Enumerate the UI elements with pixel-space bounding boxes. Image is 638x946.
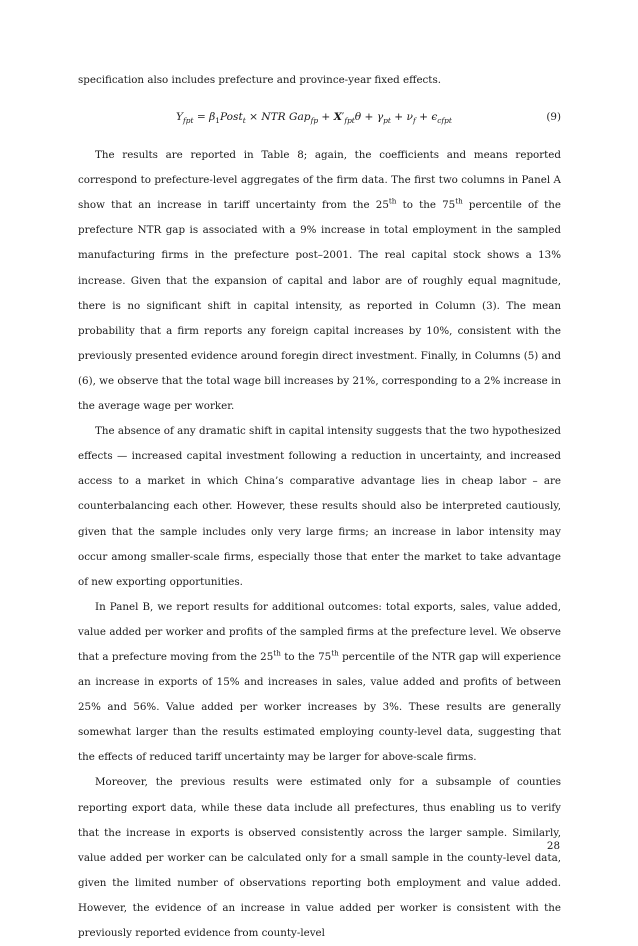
page-body (78, 68, 561, 946)
page-number: 28 (546, 840, 560, 852)
equation-9 (78, 93, 561, 143)
equation-number: (9) (546, 111, 561, 124)
paragraph-subsample-discussion: Moreover, the previous results were estimated only for a subsample of counties reporting export data, while these data include all prefectures, thus enabling us to verify that the increase in exports is observed consistently across the larger sample. Similarly, value added per worker can be calculated only for a small sample in the county-level data, given the limited number of observations reporting both employment and value added. However, the evidence of an increase in value added per worker is consistent with the previously reported evidence from county-level (78, 776, 561, 939)
paragraph-continuation: specification also includes prefecture and province-year fixed effects. (78, 74, 441, 86)
paragraph-results-panel-a: The results are reported in Table 8; again, the coefficients and means reported correspond to prefecture-level aggregates of the firm data. The first two columns in Panel A show that an increase in tariff uncertainty from the 25th to the 75th percentile of the prefecture NTR gap is associated with a 9% increase in total employment in the sampled manufacturing firms in the prefecture post–2001. The real capital stock shows a 13% increase. Given that the expansion of capital and labor are of roughly equal magnitude, there is no significant shift in capital intensity, as reported in Column (3). The mean probability that a firm reports any foreign capital increases by 10%, consistent with the previously presented evidence around foregin direct investment. Finally, in Columns (5) and (6), we observe that the total wage bill increases by 21%, corresponding to a 2% increase in the average wage per worker. (78, 149, 561, 413)
equation-expression: $Y_{fpt}$ = $\beta_1Post_t$ × NTR $Gap_{fp} + X'_{fpt}\theta + \gamma_{pt} + \nu_f + \epsilon_{cfpt}$ (176, 111, 452, 126)
paragraph-results-panel-b: In Panel B, we report results for additional outcomes: total exports, sales, value added, value added per worker and profits of the sampled firms at the prefecture level. We observe that a prefecture moving from the 25th to the 75th percentile of the NTR gap will experience an increase in exports of 15% and increases in sales, value added and profits of between 25% and 56%. Value added per worker increases by 3%. These results are generally somewhat larger than the results estimated employing county-level data, suggesting that the effects of reduced tariff uncertainty may be larger for above-scale firms. (78, 600, 561, 764)
paragraph-capital-intensity: The absence of any dramatic shift in capital intensity suggests that the two hypothesized effects — increased capital investment following a reduction in uncertainty, and increased access to a market in which China’s comparative advantage lies in cheap labor – are counterbalancing each other. However, these results should also be interpreted cautiously, given that the sample includes only very large firms; an increase in labor intensity may occur among smaller-scale firms, especially those that enter the market to take advantage of new exporting opportunities. (78, 425, 561, 588)
